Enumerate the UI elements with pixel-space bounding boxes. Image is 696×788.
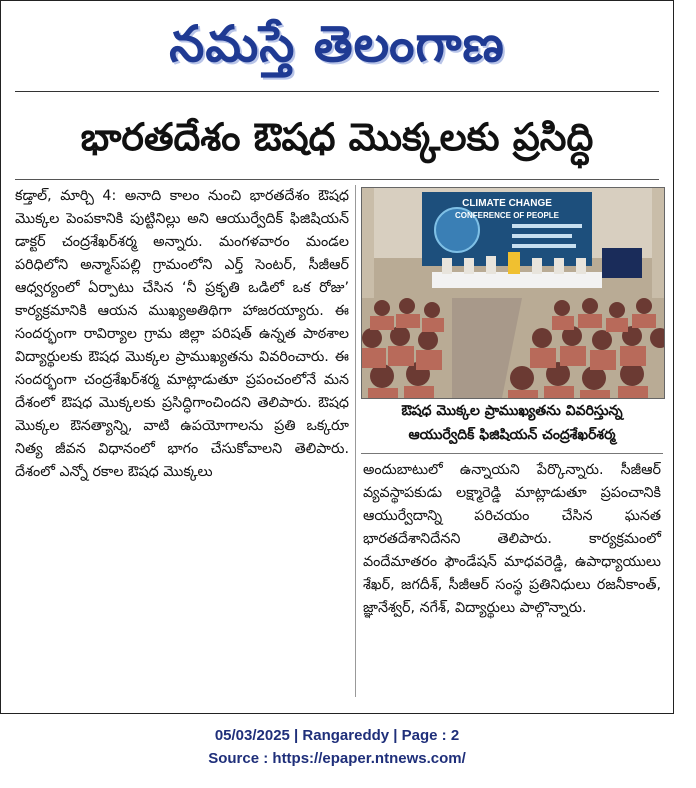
column-divider (355, 185, 356, 697)
banner-text-2: CONFERENCE OF PEOPLE (454, 211, 560, 220)
photo-caption (361, 399, 663, 454)
event-photo (361, 187, 665, 399)
article-column-1 (15, 185, 349, 484)
article-text: అందుబాటులో ఉన్నాయని పేర్కొన్నారు. సీజీఆర్ వ్యవస్థాపకుడు లక్ష్మారెడ్డి మాట్లాడుతూ ప్రపంచానికి ఆయుర్వేదాన్ని పరిచయం చేసిన ఘనత భారతదేశానిదేనని తెలిపారు. కార్యక్రమంలో వందేమాతరం ఫౌండేషన్ మాధవరెడ్డి, ఉపాధ్యాయులు శేఖర్, జగదీశ్, సీజీఆర్ సంస్థ ప్రతినిధులు రజనీకాంత్, జ్ఞానేశ్వర్, నగేశ్, విద్యార్థులు పాల్గొన్నారు. (363, 462, 661, 616)
divider (15, 179, 659, 180)
caption-line: ఆయుర్వేదిక్ ఫిజిషియన్ చంద్రశేఖర్‌శర్మ (408, 427, 616, 443)
article-column-2 (363, 459, 661, 620)
article-headline: భారతదేశం ఔషధ మొక్కలకు ప్రసిద్ధి (80, 115, 594, 159)
article-text: కడ్తాల్, మార్చి 4: అనాది కాలం నుంచి భారతదేశం ఔషధ మొక్కల పెంపకానికి పుట్టినిల్లు అని ఆయుర్వేదిక్ ఫిజిషియన్ డాక్టర్ చంద్రశేఖర్‌శర్మ అన్నారు. మంగళవారం మండల పరిధిలోని అన్మాస్‌పల్లి గ్రామంలోని ఎర్త్ సెంటర్, సీజీఆర్ ఆధ్వర్యంలో ఏర్పాటు చేసిన ‘నీ ప్రకృతి ఒడిలో ఒక రోజు’ కార్యక్రమానికి ఆయన ముఖ్యఅతిథిగా హాజరయ్యారు. ఈ సందర్భంగా రావిర్యాల గ్రామ జిల్లా పరిషత్ ఉన్నత పాఠశాల విద్యార్థులకు ఔషధ మొక్కల ప్రాముఖ్యతను వివరించారు. ఈ సందర్భంగా చంద్రశేఖర్‌శర్మ మాట్లాడుతూ ప్రపంచంలోనే మన దేశంలో ఔషధ మొక్కలకు ప్రసిద్ధిగాంచిందని తెలిపారు. ఔషధ మొక్కల ఔనత్యాన్ని, వాటి ఉపయోగాలను ప్రతి ఒక్కరూ నిత్య జీవన విధానంలో భాగం చేసుకోవాలని తెలిపారు. దేశంలో ఎన్నో రకాల ఔషధ మొక్కలు (15, 188, 349, 480)
footer-edition-info: 05/03/2025 | Rangareddy | Page : 2 (214, 727, 460, 744)
masthead-logo: నమస్తే తెలంగాణ (169, 15, 505, 73)
footer-source: Source : https://epaper.ntnews.com/ (208, 750, 466, 767)
divider (15, 91, 659, 92)
caption-line: ఔషధ మొక్కల ప్రాముఖ్యతను వివరిస్తున్న (401, 403, 623, 419)
banner-text-1: CLIMATE CHANGE (462, 198, 552, 209)
